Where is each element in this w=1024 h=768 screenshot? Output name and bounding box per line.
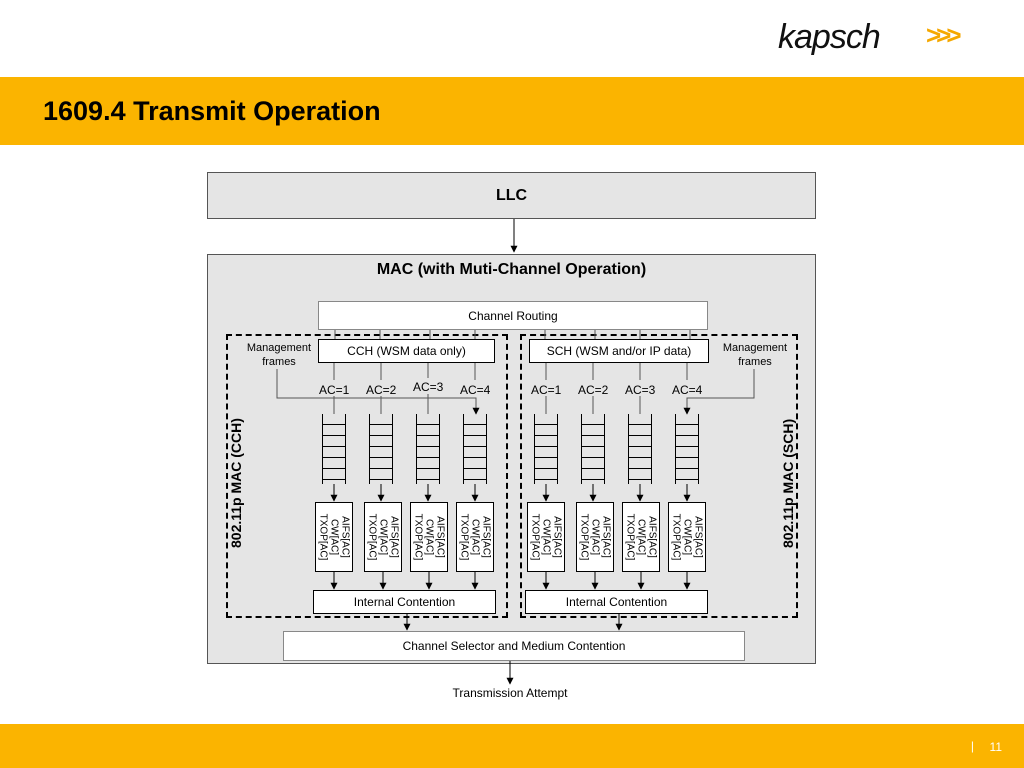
footer-separator: |	[970, 739, 974, 753]
routing-ticks	[335, 330, 690, 339]
footer-bar	[0, 724, 1024, 768]
sch-box: SCH (WSM and/or IP data)	[529, 339, 709, 363]
cch-edca-params: AIFS[AC] CW[AC] TXOP[AC]	[364, 502, 402, 572]
param-to-contention-arrows	[334, 572, 687, 589]
cch-management-frames: Management frames	[246, 342, 312, 368]
sch-ac-label: AC=1	[531, 383, 562, 397]
cch-feed-lines	[334, 363, 475, 414]
cch-box: CCH (WSM data only)	[318, 339, 495, 363]
sch-edca-params: AIFS[AC] CW[AC] TXOP[AC]	[576, 502, 614, 572]
cch-internal-contention: Internal Contention	[313, 590, 496, 614]
cch-ac-label: AC=3	[413, 380, 444, 394]
queue-to-param-arrows	[334, 484, 687, 501]
channel-selector-box: Channel Selector and Medium Contention	[283, 631, 745, 661]
slide-title: 1609.4 Transmit Operation	[43, 96, 381, 126]
logo-arrows-icon: >>>	[926, 20, 957, 50]
sch-management-frames: Management frames	[722, 342, 788, 368]
sch-side-label: 802.11p MAC (SCH)	[780, 418, 796, 548]
cch-ac-label: AC=2	[366, 383, 397, 397]
cch-ac-label: AC=1	[319, 383, 350, 397]
llc-box: LLC	[207, 172, 816, 219]
cch-mgmt-arrow	[277, 369, 476, 414]
cch-ac-label: AC=4	[460, 383, 491, 397]
channel-routing-box: Channel Routing	[318, 301, 708, 330]
sch-edca-params: AIFS[AC] CW[AC] TXOP[AC]	[527, 502, 565, 572]
sch-ac-label: AC=4	[672, 383, 703, 397]
sch-edca-params: AIFS[AC] CW[AC] TXOP[AC]	[622, 502, 660, 572]
transmission-attempt-label: Transmission Attempt	[452, 686, 568, 700]
cch-edca-params: AIFS[AC] CW[AC] TXOP[AC]	[410, 502, 448, 572]
cch-side-label: 802.11p MAC (CCH)	[228, 418, 244, 548]
sch-ac-label: AC=3	[625, 383, 656, 397]
cch-edca-params: AIFS[AC] CW[AC] TXOP[AC]	[456, 502, 494, 572]
sch-edca-params: AIFS[AC] CW[AC] TXOP[AC]	[668, 502, 706, 572]
mac-title: MAC (with Muti-Channel Operation)	[376, 261, 647, 278]
logo-wordmark: kapsch	[778, 18, 880, 56]
page-number: 11	[989, 740, 1002, 754]
sch-ac-label: AC=2	[578, 383, 609, 397]
sch-feed-lines	[546, 363, 687, 414]
sch-internal-contention: Internal Contention	[525, 590, 708, 614]
sch-mgmt-arrow	[687, 369, 754, 414]
cch-edca-params: AIFS[AC] CW[AC] TXOP[AC]	[315, 502, 353, 572]
